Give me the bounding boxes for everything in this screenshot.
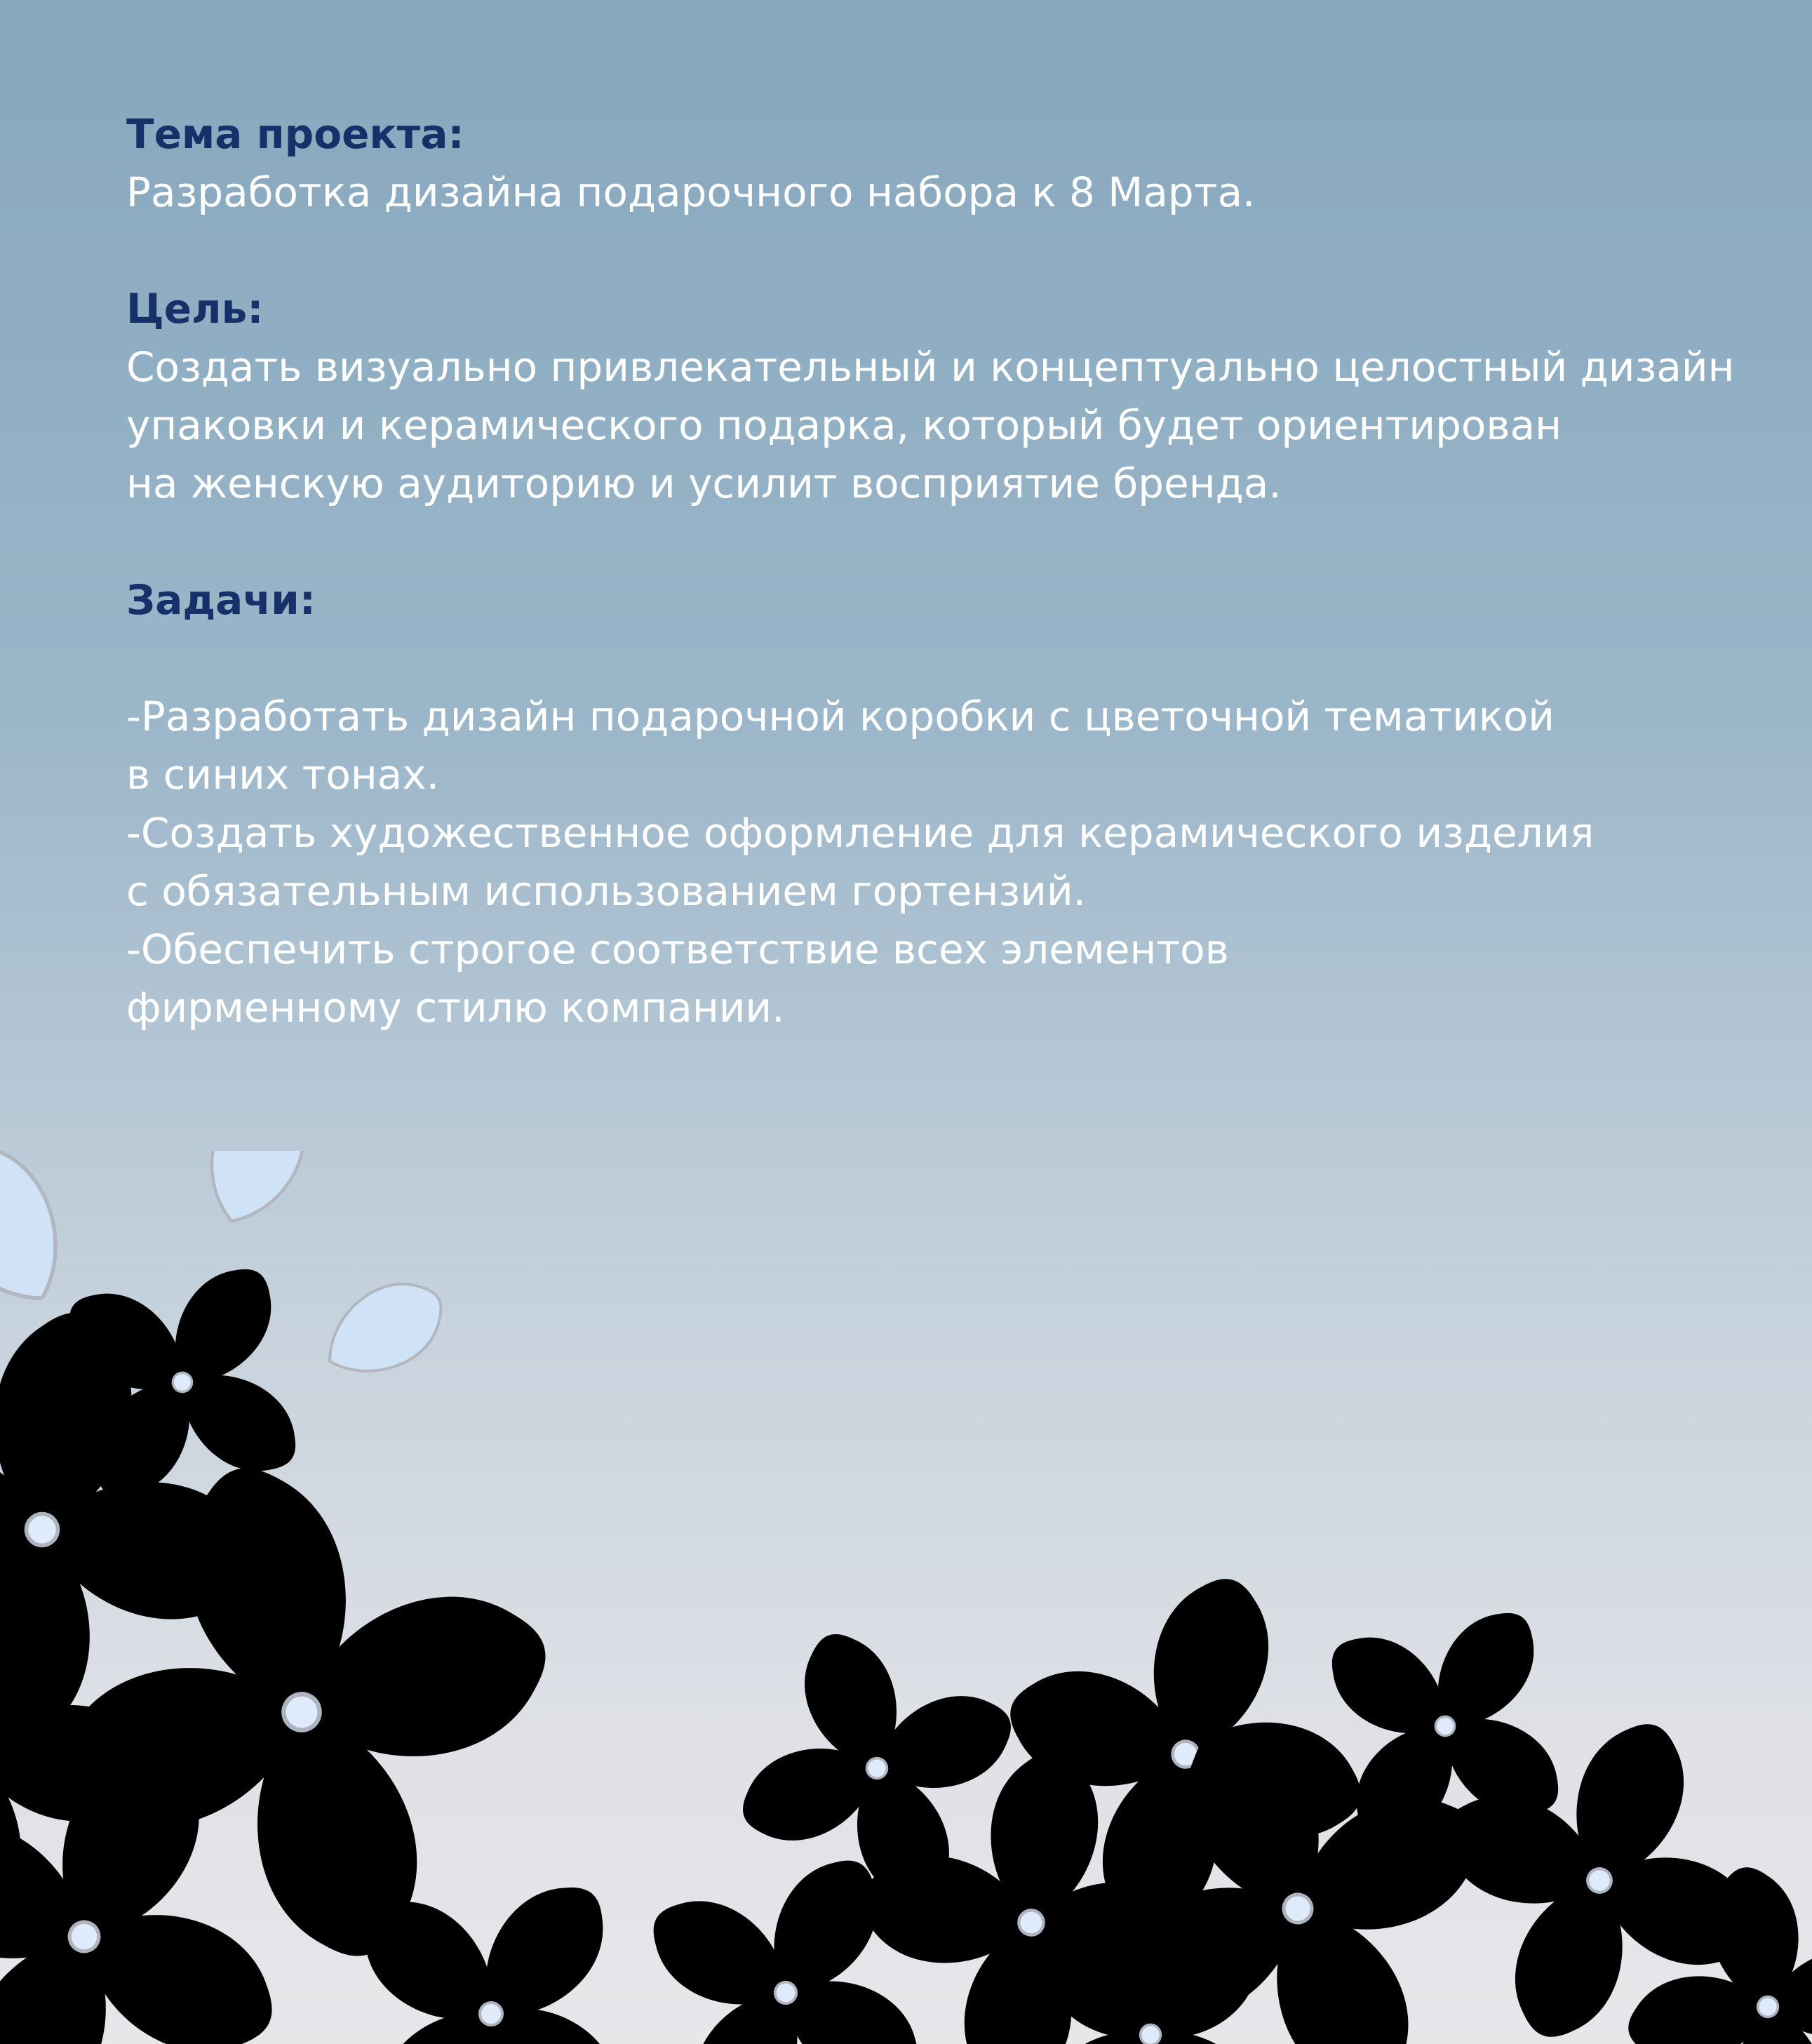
goal-heading: Цель: [126, 285, 264, 333]
task-line: с обязательным использованием гортензий. [126, 867, 1087, 915]
task-line: -Обеспечить строгое соответствие всех элементов [126, 926, 1229, 973]
task-line: в синих тонах. [126, 751, 440, 799]
tasks-heading: Задачи: [126, 576, 316, 624]
goal-line: упаковки и керамического подарка, который будет ориентирован [126, 401, 1562, 449]
hydrangea-flowers-icon [0, 1151, 1812, 2044]
topic-line: Разработка дизайна подарочного набора к 8 Марта. [126, 168, 1256, 216]
task-line: -Создать художественное оформление для керамического изделия [126, 809, 1595, 857]
goal-line: на женскую аудиторию и усилит восприятие бренда. [126, 460, 1282, 507]
tasks-section [126, 571, 1705, 1037]
task-line: фирменному стилю компании. [126, 984, 785, 1031]
task-line: -Разработать дизайн подарочной коробки с цветочной тематикой [126, 693, 1555, 740]
topic-section [126, 105, 1705, 222]
spacer [126, 629, 1705, 688]
goal-section [126, 280, 1735, 513]
topic-heading: Тема проекта: [126, 110, 464, 158]
project-brief [126, 105, 1735, 1095]
goal-line: Создать визуально привлекательный и концептуально целостный дизайн [126, 343, 1735, 391]
